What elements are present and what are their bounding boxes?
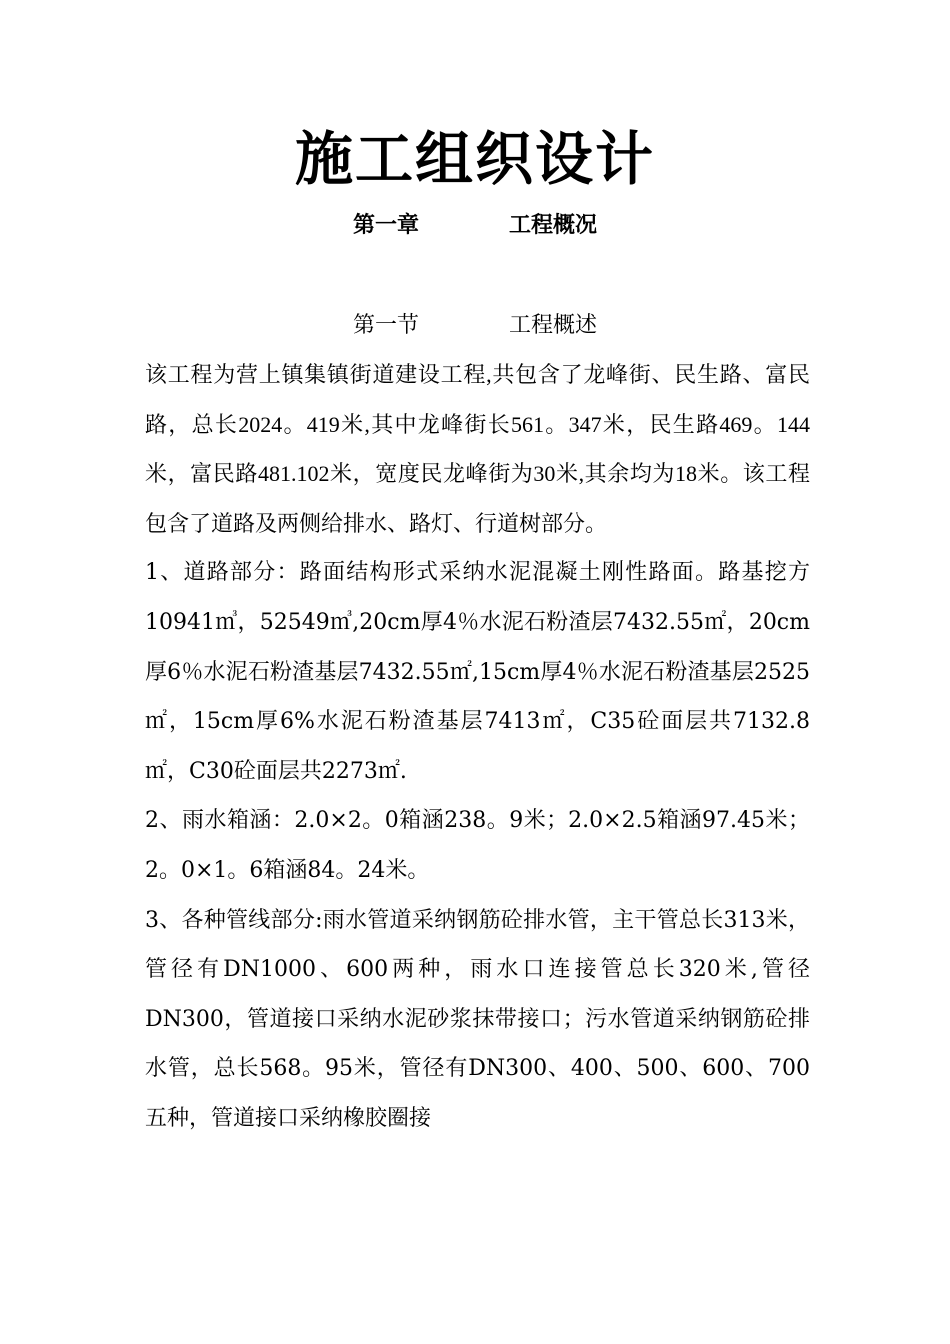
paragraph-culvert: 2、雨水箱涵：2.0×2。0箱涵238。9米；2.0×2.5箱涵97.45米；2。0×1。6箱涵84。24米。 [145,808,810,883]
section-heading [0,308,950,339]
paragraph-road: 1、道路部分：路面结构形式采纳水泥混凝土刚性路面。路基挖方10941㎥，52549㎥,20cm厚4％水泥石粉渣层7432.55㎡，20cm厚6％水泥石粉渣基层7432.55㎡,15cm厚4％水泥石粉渣基层2525 ㎡，15cm厚6%水泥石粉渣基层7413㎡，C35砼面层共7132.8㎡，C30砼面层共2273㎡. [145,560,810,784]
body-text [145,350,810,1144]
paragraph-overview: 该工程为营上镇集镇街道建设工程,共包含了龙峰街、民生路、富民路，总长2024。419米,其中龙峰街长561。347米，民生路469。144米，富民路481.102米，宽度民龙峰街为30米,其余均为18米。该工程包含了道路及两侧给排水、路灯、行道树部分。 [145,362,810,536]
document-title: 施工组织设计 [294,125,655,193]
section-number: 第一节 [352,313,419,338]
chapter-number: 第一章 [352,212,419,238]
paragraph-pipelines: 3、各种管线部分:雨水管道采纳钢筋砼排水管，主干管总长313米，管径有DN1000、600两种，雨水口连接管总长320米,管径DN300，管道接口采纳水泥砂浆抹带接口；污水管道采纳钢筋砼排水管，总长568。95米，管径有DN300、400、500、600、700五种，管道接口采纳橡胶圈接 [145,907,810,1131]
section-name: 工程概述 [509,313,598,338]
chapter-name: 工程概况 [509,212,598,238]
chapter-heading [0,208,950,239]
